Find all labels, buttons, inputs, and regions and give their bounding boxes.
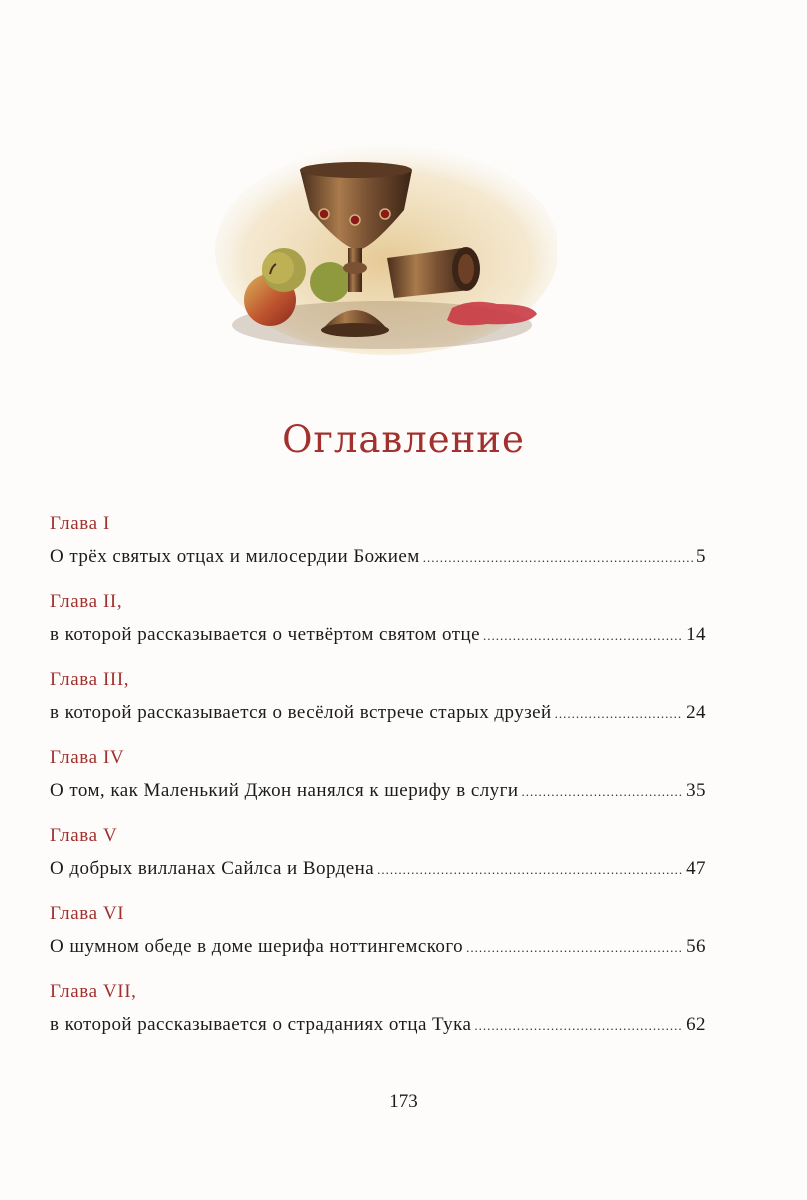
dot-leader	[466, 931, 683, 965]
toc-entry[interactable]	[50, 742, 706, 820]
goblet-illustration	[212, 140, 557, 355]
dot-leader	[377, 853, 683, 887]
toc-entry[interactable]	[50, 898, 706, 976]
chapter-line	[50, 1008, 706, 1042]
chapter-title: О трёх святых отцах и милосердии Божием	[50, 546, 420, 567]
dot-leader	[521, 775, 683, 809]
chapter-label: Глава IV	[50, 747, 125, 768]
page-ref: 62	[686, 1014, 706, 1035]
chapter-label: Глава VII,	[50, 981, 137, 1002]
chapter-line	[50, 852, 706, 886]
page-title: Оглавление	[282, 418, 525, 461]
chapter-line	[50, 930, 706, 964]
chapter-line	[50, 540, 706, 574]
page-ref: 24	[686, 702, 706, 723]
dot-leader	[474, 1009, 683, 1043]
dot-leader	[483, 619, 683, 653]
chapter-line	[50, 696, 706, 730]
toc-entry[interactable]	[50, 586, 706, 664]
toc-entry[interactable]	[50, 820, 706, 898]
chapter-label: Глава III,	[50, 669, 130, 690]
chapter-label: Глава V	[50, 825, 118, 846]
chapter-label: Глава VI	[50, 903, 125, 924]
toc-entry[interactable]	[50, 976, 706, 1054]
chapter-title: в которой рассказывается о страданиях отца Тука	[50, 1014, 472, 1035]
chapter-label: Глава I	[50, 513, 110, 534]
toc-entry[interactable]	[50, 508, 706, 586]
page-ref: 5	[696, 546, 706, 567]
page-number: 173	[389, 1091, 418, 1112]
chapter-label: Глава II,	[50, 591, 123, 612]
chapter-line	[50, 774, 706, 808]
table-of-contents	[50, 508, 706, 1054]
chapter-title: О том, как Маленький Джон нанялся к шерифу в слуги	[50, 780, 519, 801]
chapter-title: в которой рассказывается о весёлой встрече старых друзей	[50, 702, 552, 723]
toc-entry[interactable]	[50, 664, 706, 742]
page-ref: 56	[686, 936, 706, 957]
chapter-title: О добрых вилланах Сайлса и Вордена	[50, 858, 375, 879]
dot-leader	[555, 697, 683, 731]
chapter-title: в которой рассказывается о четвёртом святом отце	[50, 624, 480, 645]
page-ref: 35	[686, 780, 706, 801]
chapter-line	[50, 618, 706, 652]
chapter-title: О шумном обеде в доме шерифа ноттингемского	[50, 936, 464, 957]
dot-leader	[423, 541, 693, 575]
page-ref: 47	[686, 858, 706, 879]
page-ref: 14	[686, 624, 706, 645]
